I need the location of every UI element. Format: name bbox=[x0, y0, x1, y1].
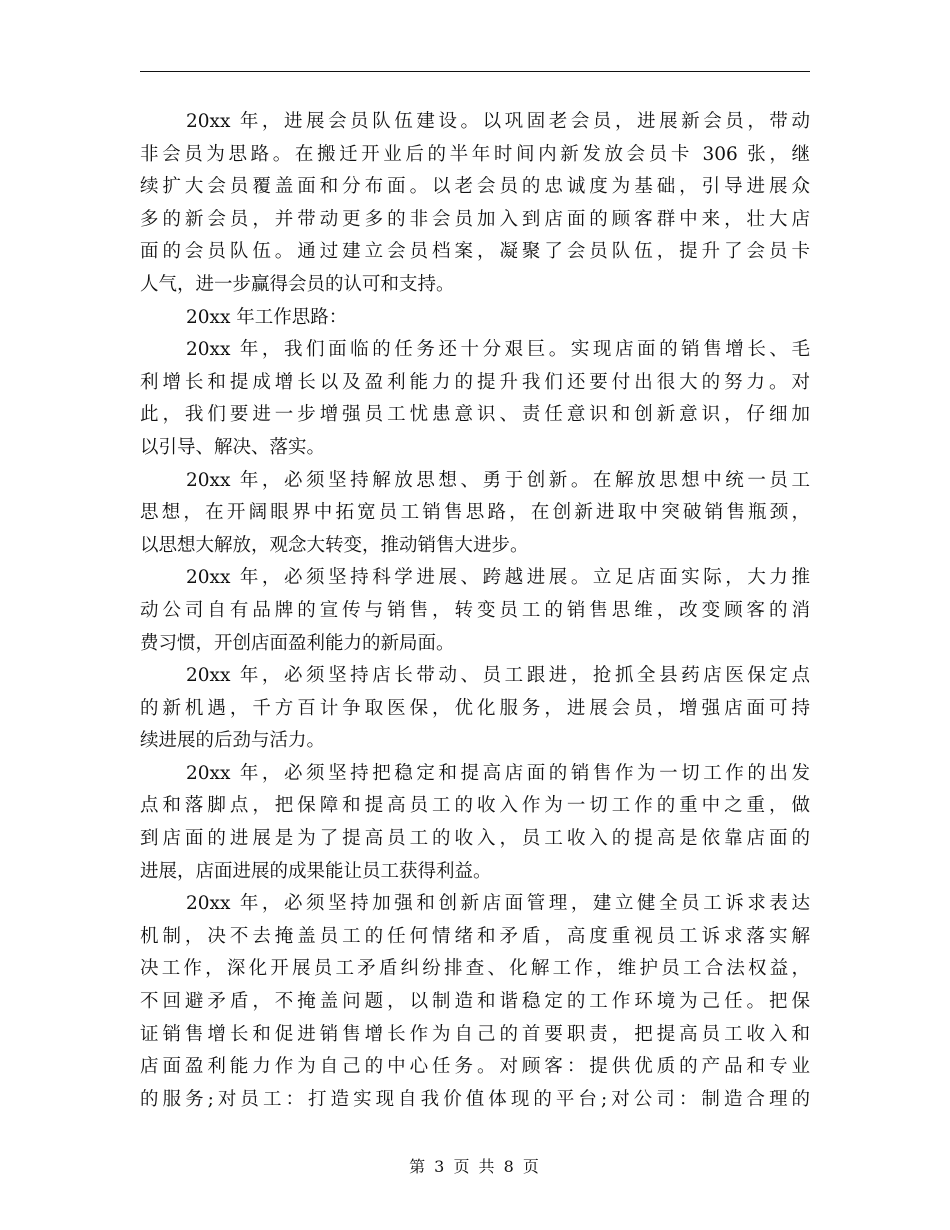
text-line: 利增长和提成增长以及盈利能力的提升我们还要付出很大的努力。对 bbox=[140, 371, 810, 393]
text-line: 以引导、解决、落实。 bbox=[140, 436, 326, 458]
text-line: 多的新会员，并带动更多的非会员加入到店面的顾客群中来，壮大店 bbox=[140, 208, 810, 230]
paragraph bbox=[140, 302, 810, 335]
body-text bbox=[140, 106, 810, 1116]
text-line: 思想，在开阔眼界中拓宽员工销售思路，在创新进取中突破销售瓶颈， bbox=[140, 502, 810, 524]
text-line: 20xx 年，必须坚持解放思想、勇于创新。在解放思想中统一员工 bbox=[186, 469, 810, 491]
text-line: 20xx 年，必须坚持加强和创新店面管理，建立健全员工诉求表达 bbox=[186, 893, 810, 915]
text-line: 20xx 年，必须坚持科学进展、跨越进展。立足店面实际，大力推 bbox=[186, 567, 810, 589]
header-rule bbox=[140, 71, 810, 72]
paragraph bbox=[140, 106, 810, 302]
text-line: 店面盈利能力作为自己的中心任务。对顾客：提供优质的产品和专业 bbox=[140, 1056, 810, 1078]
paragraph bbox=[140, 334, 810, 464]
text-line: 决工作，深化开展员工矛盾纠纷排查、化解工作，维护员工合法权益， bbox=[140, 958, 810, 980]
text-line: 点和落脚点，把保障和提高员工的收入作为一切工作的重中之重，做 bbox=[140, 795, 810, 817]
text-line: 进展，店面进展的成果能让员工获得利益。 bbox=[140, 860, 492, 882]
text-line: 20xx 年，必须坚持把稳定和提高店面的销售作为一切工作的出发 bbox=[186, 762, 810, 784]
text-line: 以思想大解放，观念大转变，推动销售大进步。 bbox=[140, 534, 529, 556]
paragraph bbox=[140, 465, 810, 563]
text-line: 的服务;对员工：打造实现自我价值体现的平台;对公司：制造合理的 bbox=[140, 1088, 810, 1110]
text-line: 20xx 年，必须坚持店长带动、员工跟进，抢抓全县药店医保定点 bbox=[186, 665, 810, 687]
text-line: 费习惯，开创店面盈利能力的新局面。 bbox=[140, 632, 455, 654]
text-line: 机制，决不去掩盖员工的任何情绪和矛盾，高度重视员工诉求落实解 bbox=[140, 925, 810, 947]
paragraph bbox=[140, 888, 810, 1116]
text-line: 非会员为思路。在搬迁开业后的半年时间内新发放会员卡 306 张，继 bbox=[140, 143, 810, 165]
text-line: 不回避矛盾，不掩盖问题，以制造和谐稳定的工作环境为己任。把保 bbox=[140, 991, 810, 1013]
paragraph bbox=[140, 660, 810, 758]
text-line: 动公司自有品牌的宣传与销售，转变员工的销售思维，改变顾客的消 bbox=[140, 599, 810, 621]
text-line: 人气，进一步赢得会员的认可和支持。 bbox=[140, 273, 455, 295]
text-line: 续进展的后劲与活力。 bbox=[140, 730, 326, 752]
text-line: 到店面的进展是为了提高员工的收入，员工收入的提高是依靠店面的 bbox=[140, 828, 810, 850]
text-line: 续扩大会员覆盖面和分布面。以老会员的忠诚度为基础，引导进展众 bbox=[140, 176, 810, 198]
paragraph bbox=[140, 562, 810, 660]
text-line: 20xx 年，我们面临的任务还十分艰巨。实现店面的销售增长、毛 bbox=[186, 339, 810, 361]
text-line: 的新机遇，千方百计争取医保，优化服务，进展会员，增强店面可持 bbox=[140, 697, 810, 719]
paragraph bbox=[140, 758, 810, 888]
text-line: 面的会员队伍。通过建立会员档案，凝聚了会员队伍，提升了会员卡 bbox=[140, 241, 810, 263]
text-line: 此，我们要进一步增强员工忧患意识、责任意识和创新意识，仔细加 bbox=[140, 404, 810, 426]
page-footer: 第 3 页 共 8 页 bbox=[409, 1157, 541, 1176]
text-line: 证销售增长和促进销售增长作为自己的首要职责，把提高员工收入和 bbox=[140, 1023, 810, 1045]
text-line: 20xx 年，进展会员队伍建设。以巩固老会员，进展新会员，带动 bbox=[186, 111, 810, 132]
text-line: 20xx 年工作思路： bbox=[186, 306, 348, 328]
